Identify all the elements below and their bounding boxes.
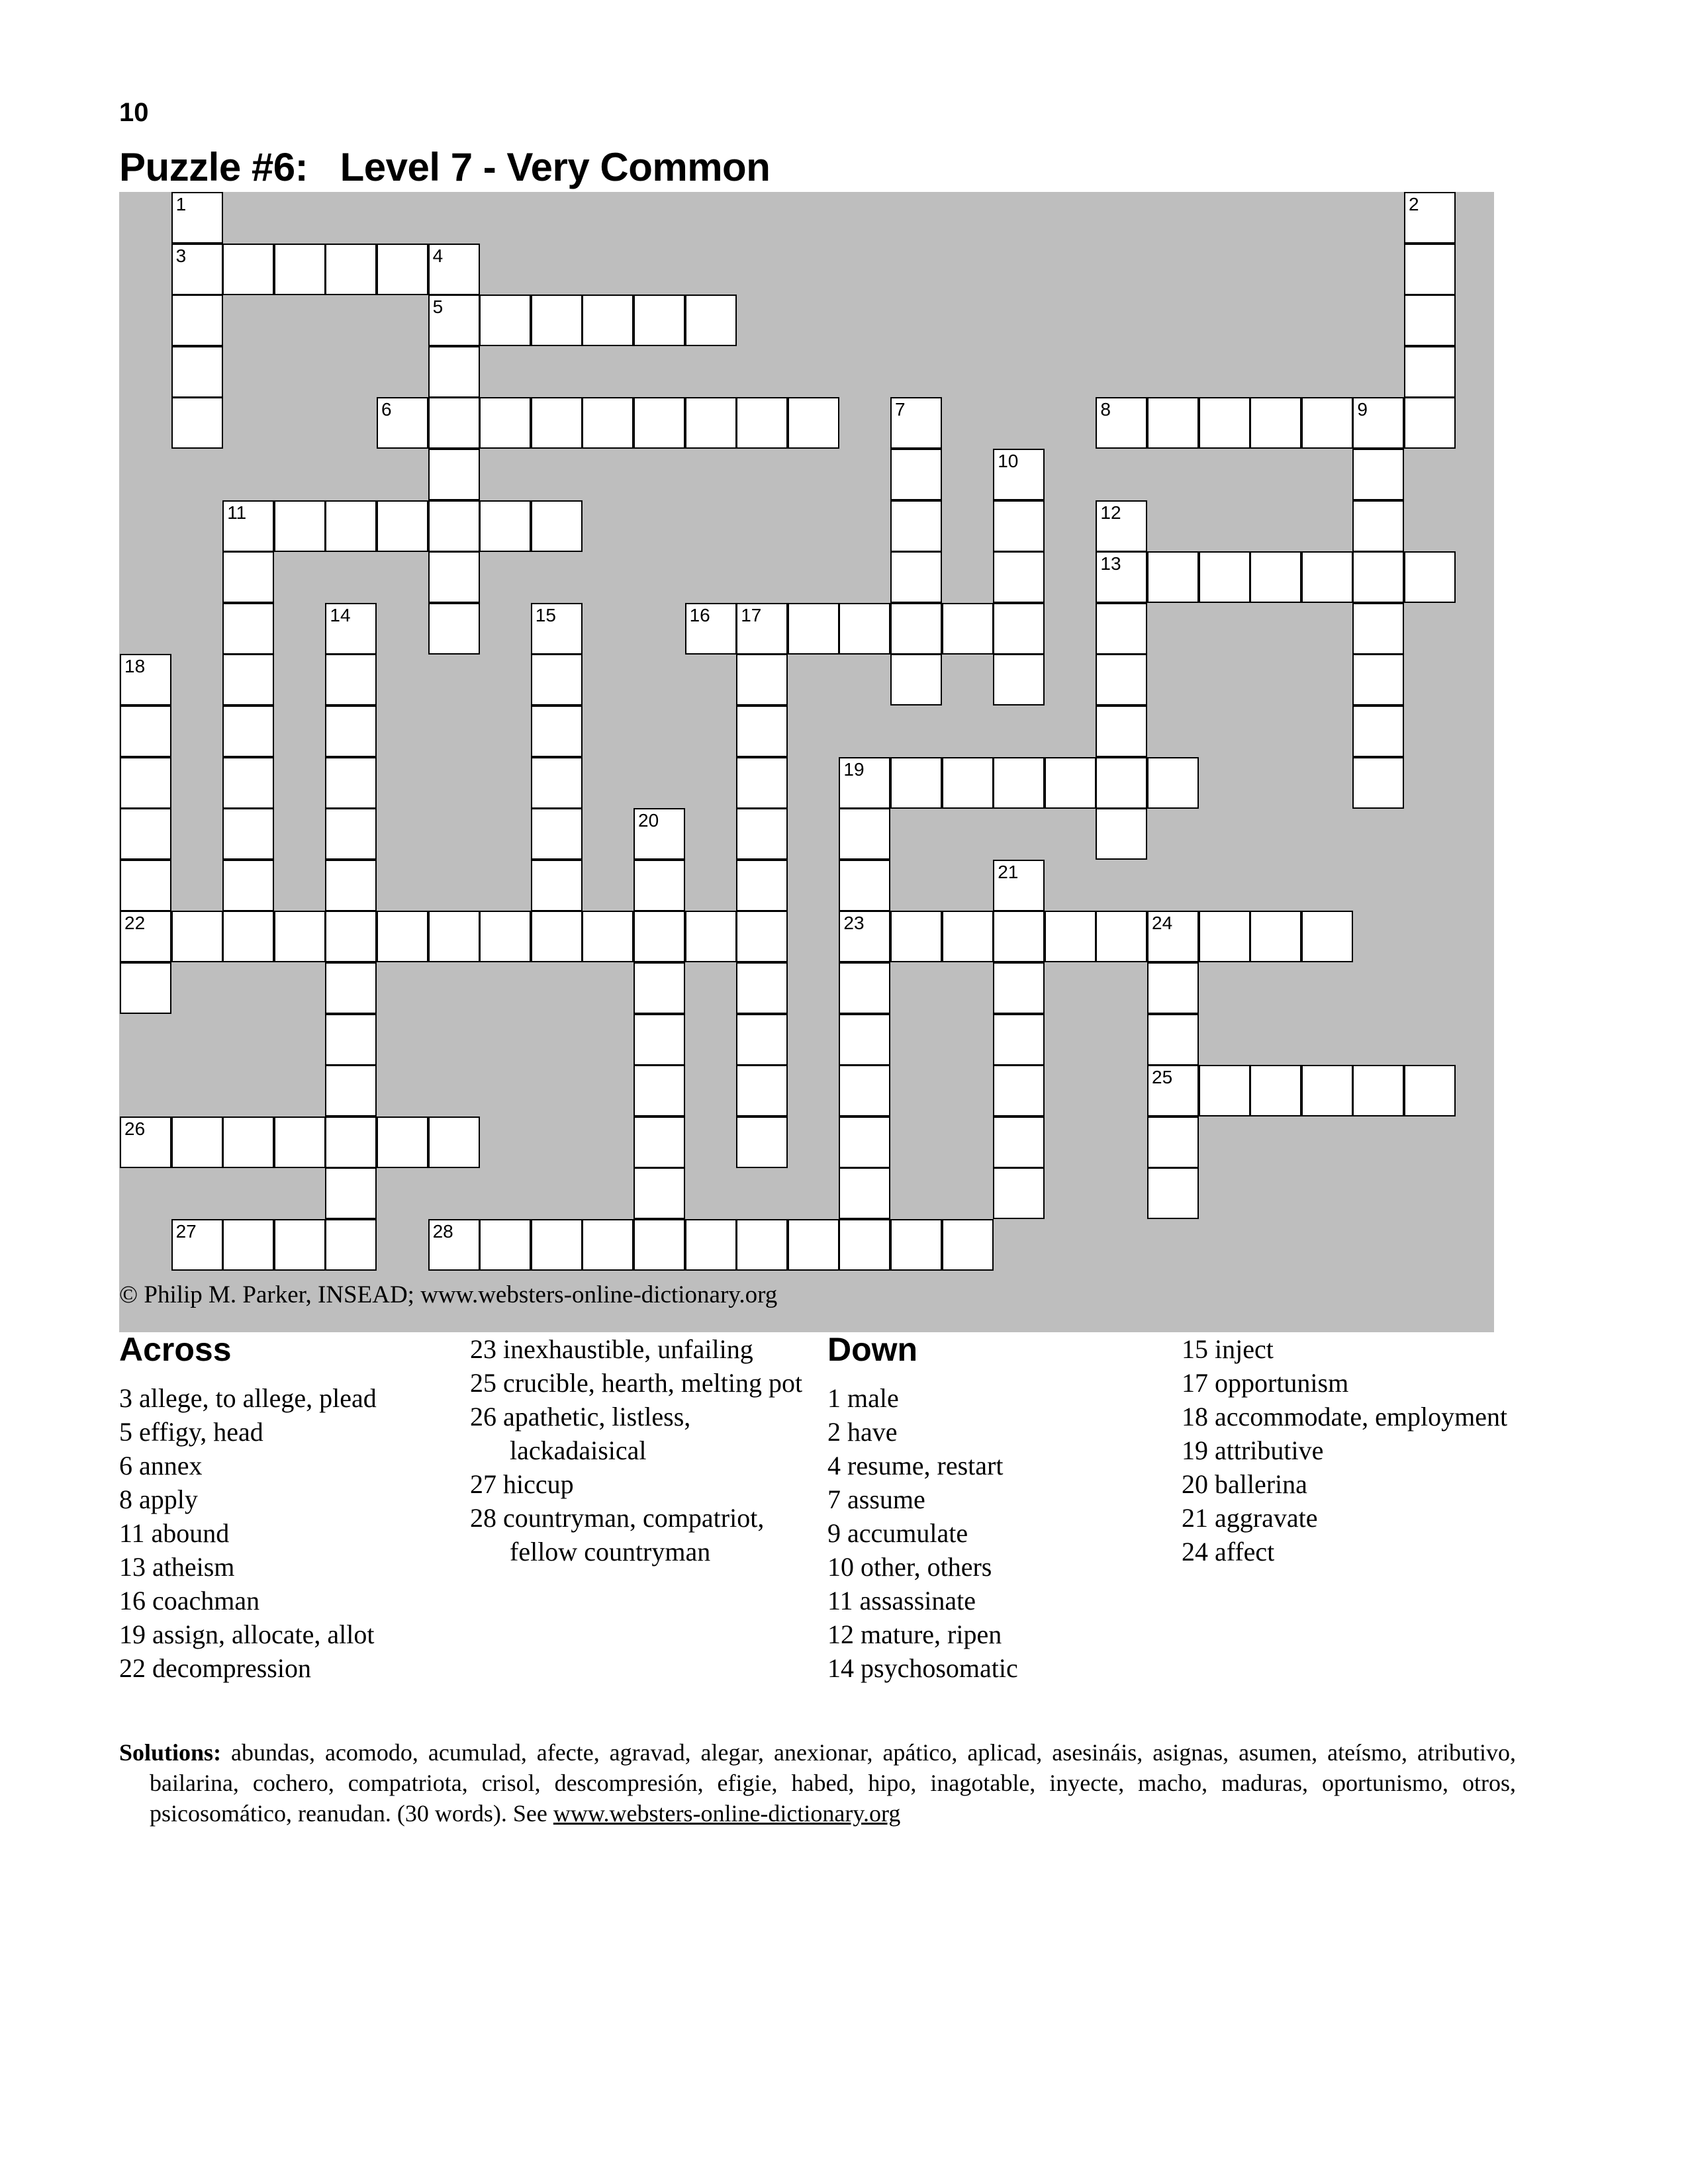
grid-cell-4[interactable] [428, 244, 480, 295]
grid-cell[interactable] [325, 500, 377, 552]
grid-cell[interactable] [325, 1219, 377, 1271]
grid-cell[interactable] [685, 397, 737, 449]
across-clue-6: 6 annex [119, 1451, 203, 1480]
grid-cell[interactable] [839, 962, 890, 1014]
clue-number: 20 [638, 810, 659, 831]
grid-cell[interactable] [531, 705, 583, 757]
down-clue-20: 20 ballerina [1182, 1469, 1307, 1499]
solutions-label: Solutions: [119, 1739, 222, 1766]
grid-cell[interactable] [582, 397, 633, 449]
grid-cell[interactable] [479, 295, 531, 346]
clue-number: 12 [1100, 502, 1121, 523]
grid-cell[interactable] [1301, 551, 1353, 603]
grid-cell-1[interactable] [171, 192, 223, 244]
grid-cell-25[interactable] [1147, 1065, 1199, 1116]
grid-cell[interactable] [839, 1167, 890, 1219]
grid-cell[interactable] [428, 346, 480, 398]
grid-cell[interactable] [582, 1219, 633, 1271]
grid-cell[interactable] [1147, 1167, 1199, 1219]
grid-cell[interactable] [531, 860, 583, 911]
grid-cell[interactable] [120, 808, 171, 860]
grid-cell[interactable] [171, 911, 223, 962]
grid-cell-8[interactable] [1096, 397, 1147, 449]
grid-cell[interactable] [1352, 757, 1404, 809]
grid-cell[interactable] [685, 911, 737, 962]
down-clue-18: 18 accommodate, employment [1182, 1402, 1508, 1432]
grid-cell[interactable] [736, 1065, 788, 1116]
clue-number: 25 [1152, 1067, 1173, 1088]
grid-cell[interactable] [1147, 551, 1199, 603]
clue-number: 8 [1100, 399, 1111, 420]
grid-cell[interactable] [325, 1116, 377, 1168]
grid-cell[interactable] [736, 1116, 788, 1168]
grid-cell[interactable] [222, 654, 274, 705]
grid-cell[interactable] [993, 1167, 1045, 1219]
across-clue-19: 19 assign, allocate, allot [119, 1619, 375, 1649]
clue-number: 4 [432, 245, 444, 266]
grid-cell[interactable] [531, 911, 583, 962]
down-clue-14: 14 psychosomatic [827, 1653, 1018, 1683]
grid-cell[interactable] [633, 1116, 685, 1168]
across-clues-column-1 [119, 1381, 463, 1685]
grid-cell[interactable] [531, 295, 583, 346]
down-clue-2: 2 have [827, 1417, 898, 1447]
grid-cell[interactable] [531, 808, 583, 860]
crossword-grid [119, 192, 1494, 1332]
grid-cell[interactable] [377, 1116, 428, 1168]
grid-cell[interactable] [582, 295, 633, 346]
grid-cell[interactable] [1404, 295, 1456, 346]
grid-cell[interactable] [120, 757, 171, 809]
grid-cell[interactable] [1301, 911, 1353, 962]
across-clue-28: 28 countryman, compatriot, fellow countryman [470, 1503, 765, 1567]
grid-cell[interactable] [633, 860, 685, 911]
grid-cell[interactable] [1352, 551, 1404, 603]
clue-number: 5 [432, 296, 444, 318]
clue-number: 13 [1100, 553, 1121, 574]
grid-cell[interactable] [1096, 911, 1147, 962]
down-clue-1: 1 male [827, 1383, 899, 1413]
down-clue-7: 7 assume [827, 1484, 925, 1514]
grid-cell[interactable] [685, 1219, 737, 1271]
grid-cell[interactable] [736, 911, 788, 962]
grid-cell[interactable] [479, 911, 531, 962]
grid-cell[interactable] [1352, 654, 1404, 705]
grid-cell-9[interactable] [1352, 397, 1404, 449]
grid-cell[interactable] [942, 757, 994, 809]
grid-cell-14[interactable] [325, 603, 377, 655]
grid-cell[interactable] [839, 1116, 890, 1168]
clue-number: 11 [227, 502, 247, 523]
grid-cell[interactable] [325, 654, 377, 705]
grid-cell-20[interactable] [633, 808, 685, 860]
grid-cell[interactable] [377, 500, 428, 552]
grid-cell[interactable] [428, 1116, 480, 1168]
grid-cell[interactable] [1199, 1065, 1250, 1116]
grid-cell[interactable] [325, 1014, 377, 1066]
grid-cell[interactable] [222, 551, 274, 603]
grid-cell[interactable] [890, 449, 942, 500]
grid-cell[interactable] [1147, 1116, 1199, 1168]
grid-cell[interactable] [633, 397, 685, 449]
grid-cell[interactable] [839, 1014, 890, 1066]
grid-cell-2[interactable] [1404, 192, 1456, 244]
grid-cell[interactable] [1147, 1014, 1199, 1066]
grid-cell[interactable] [1045, 911, 1096, 962]
grid-cell-5[interactable] [428, 295, 480, 346]
clue-number: 3 [175, 245, 187, 266]
grid-cell-15[interactable] [531, 603, 583, 655]
grid-cell-6[interactable] [377, 397, 428, 449]
grid-cell[interactable] [222, 757, 274, 809]
grid-cell[interactable] [325, 962, 377, 1014]
grid-cell[interactable] [377, 911, 428, 962]
grid-cell-21[interactable] [993, 860, 1045, 911]
grid-cell[interactable] [171, 1116, 223, 1168]
grid-cell[interactable] [685, 295, 737, 346]
grid-cell[interactable] [839, 860, 890, 911]
grid-cell[interactable] [428, 397, 480, 449]
grid-cell[interactable] [222, 705, 274, 757]
down-clue-24: 24 affect [1182, 1537, 1275, 1567]
grid-cell[interactable] [325, 1065, 377, 1116]
grid-cell[interactable] [1096, 705, 1147, 757]
grid-cell[interactable] [736, 654, 788, 705]
grid-cell[interactable] [993, 911, 1045, 962]
grid-cell[interactable] [633, 295, 685, 346]
down-clue-10: 10 other, others [827, 1552, 992, 1582]
grid-cell[interactable] [993, 654, 1045, 705]
grid-cell[interactable] [1199, 551, 1250, 603]
grid-cell[interactable] [120, 962, 171, 1014]
grid-cell[interactable] [531, 757, 583, 809]
grid-cell[interactable] [890, 500, 942, 552]
clue-number: 27 [175, 1221, 197, 1242]
grid-cell-22[interactable] [120, 911, 171, 962]
clue-number: 26 [124, 1118, 146, 1139]
grid-cell[interactable] [736, 397, 788, 449]
clue-number: 17 [741, 604, 762, 625]
grid-cell-18[interactable] [120, 654, 171, 705]
grid-cell[interactable] [890, 551, 942, 603]
down-clue-17: 17 opportunism [1182, 1368, 1349, 1398]
clue-number: 23 [843, 913, 865, 934]
puzzle-title: Puzzle #6: Level 7 - Very Common [119, 145, 771, 189]
solutions-link[interactable]: www.websters-online-dictionary.org [553, 1800, 901, 1827]
grid-cell[interactable] [1096, 808, 1147, 860]
grid-cell[interactable] [377, 244, 428, 295]
grid-cell[interactable] [993, 1065, 1045, 1116]
grid-cell[interactable] [479, 500, 531, 552]
grid-cell[interactable] [1250, 1065, 1301, 1116]
across-heading: Across [119, 1331, 232, 1368]
grid-cell[interactable] [582, 911, 633, 962]
grid-cell[interactable] [788, 1219, 839, 1271]
down-clue-12: 12 mature, ripen [827, 1619, 1002, 1649]
clue-number: 7 [895, 399, 906, 420]
grid-cell[interactable] [633, 1167, 685, 1219]
grid-cell[interactable] [839, 1065, 890, 1116]
grid-cell[interactable] [1147, 397, 1199, 449]
grid-cell[interactable] [325, 705, 377, 757]
copyright-notice: © Philip M. Parker, INSEAD; www.websters-online-dictionary.org [119, 1281, 778, 1308]
grid-cell[interactable] [428, 911, 480, 962]
grid-cell[interactable] [531, 397, 583, 449]
grid-cell[interactable] [993, 1116, 1045, 1168]
grid-cell-24[interactable] [1147, 911, 1199, 962]
across-clue-3: 3 allege, to allege, plead [119, 1383, 377, 1413]
grid-cell[interactable] [736, 1014, 788, 1066]
grid-cell-11[interactable] [222, 500, 274, 552]
clue-number: 19 [843, 758, 865, 780]
grid-cell-12[interactable] [1096, 500, 1147, 552]
grid-cell[interactable] [736, 808, 788, 860]
across-clues-column-2 [470, 1332, 814, 1569]
grid-cell[interactable] [1199, 397, 1250, 449]
grid-cell[interactable] [1301, 397, 1353, 449]
grid-cell[interactable] [890, 603, 942, 655]
grid-cell[interactable] [993, 1014, 1045, 1066]
grid-cell[interactable] [274, 911, 326, 962]
grid-cell[interactable] [531, 500, 583, 552]
down-clue-15: 15 inject [1182, 1334, 1274, 1364]
grid-cell[interactable] [222, 808, 274, 860]
across-clue-27: 27 hiccup [470, 1469, 574, 1499]
grid-cell[interactable] [736, 757, 788, 809]
grid-cell[interactable] [942, 911, 994, 962]
clue-number: 14 [330, 604, 351, 625]
grid-cell[interactable] [1404, 346, 1456, 398]
grid-cell[interactable] [788, 397, 839, 449]
clue-number: 10 [998, 451, 1019, 471]
grid-cell[interactable] [222, 603, 274, 655]
grid-cell-19[interactable] [839, 757, 890, 809]
across-clue-5: 5 effigy, head [119, 1417, 263, 1447]
grid-cell[interactable] [1404, 244, 1456, 295]
grid-cell[interactable] [633, 962, 685, 1014]
across-clue-11: 11 abound [119, 1518, 230, 1548]
grid-cell[interactable] [171, 295, 223, 346]
across-clue-22: 22 decompression [119, 1653, 311, 1683]
grid-cell-26[interactable] [120, 1116, 171, 1168]
grid-cell[interactable] [171, 346, 223, 398]
across-clue-26: 26 apathetic, listless, lackadaisical [470, 1402, 691, 1465]
grid-cell[interactable] [633, 911, 685, 962]
page-number: 10 [119, 98, 149, 127]
clue-number: 18 [124, 656, 146, 677]
across-clue-25: 25 crucible, hearth, melting pot [470, 1368, 803, 1398]
down-clue-9: 9 accumulate [827, 1518, 968, 1548]
across-clue-13: 13 atheism [119, 1552, 235, 1582]
grid-cell[interactable] [274, 500, 326, 552]
grid-cell[interactable] [890, 654, 942, 705]
grid-cell[interactable] [222, 1116, 274, 1168]
solutions-paragraph [119, 1737, 1516, 1829]
down-clue-4: 4 resume, restart [827, 1451, 1004, 1480]
grid-cell-3[interactable] [171, 244, 223, 295]
clue-number: 24 [1152, 913, 1173, 934]
grid-cell[interactable] [1096, 757, 1147, 809]
grid-cell[interactable] [531, 1219, 583, 1271]
grid-cell[interactable] [1250, 911, 1301, 962]
grid-cell-7[interactable] [890, 397, 942, 449]
grid-cell[interactable] [839, 603, 890, 655]
grid-cell-16[interactable] [685, 603, 737, 655]
grid-cell[interactable] [428, 551, 480, 603]
grid-cell[interactable] [1404, 397, 1456, 449]
grid-cell-27[interactable] [171, 1219, 223, 1271]
grid-cell-17[interactable] [736, 603, 788, 655]
grid-cell[interactable] [1096, 603, 1147, 655]
clue-number: 15 [535, 604, 556, 625]
down-heading: Down [827, 1331, 918, 1368]
grid-cell[interactable] [1352, 705, 1404, 757]
down-clues-column-1 [827, 1381, 1172, 1685]
grid-cell-23[interactable] [839, 911, 890, 962]
grid-cell[interactable] [890, 757, 942, 809]
grid-cell[interactable] [736, 962, 788, 1014]
grid-cell[interactable] [222, 860, 274, 911]
grid-cell[interactable] [890, 911, 942, 962]
down-clue-19: 19 attributive [1182, 1435, 1324, 1465]
across-clue-8: 8 apply [119, 1484, 198, 1514]
grid-cell[interactable] [993, 757, 1045, 809]
grid-cell[interactable] [993, 551, 1045, 603]
grid-cell[interactable] [1352, 603, 1404, 655]
grid-cell[interactable] [839, 808, 890, 860]
grid-cell[interactable] [325, 757, 377, 809]
grid-cell[interactable] [633, 1219, 685, 1271]
clue-number: 9 [1357, 399, 1368, 420]
grid-cell[interactable] [1301, 1065, 1353, 1116]
grid-cell[interactable] [428, 603, 480, 655]
grid-cell[interactable] [428, 449, 480, 500]
grid-cell[interactable] [1199, 911, 1250, 962]
grid-cell[interactable] [325, 911, 377, 962]
grid-cell[interactable] [942, 603, 994, 655]
grid-cell[interactable] [788, 603, 839, 655]
grid-cell[interactable] [428, 500, 480, 552]
grid-cell[interactable] [736, 1219, 788, 1271]
grid-cell[interactable] [839, 1219, 890, 1271]
down-clue-21: 21 aggravate [1182, 1503, 1318, 1533]
grid-cell[interactable] [171, 397, 223, 449]
grid-cell[interactable] [222, 1219, 274, 1271]
grid-cell-10[interactable] [993, 449, 1045, 500]
grid-cell[interactable] [993, 500, 1045, 552]
grid-cell[interactable] [1147, 757, 1199, 809]
grid-cell[interactable] [479, 1219, 531, 1271]
grid-cell[interactable] [479, 397, 531, 449]
clue-number: 22 [124, 913, 146, 934]
grid-cell[interactable] [274, 244, 326, 295]
grid-cell[interactable] [274, 1219, 326, 1271]
grid-cell[interactable] [120, 860, 171, 911]
clue-number: 1 [175, 194, 187, 214]
clue-number: 28 [432, 1221, 453, 1242]
grid-cell[interactable] [890, 1219, 942, 1271]
grid-cell[interactable] [325, 244, 377, 295]
clue-number: 16 [689, 604, 710, 625]
grid-cell[interactable] [1404, 551, 1456, 603]
down-clues-column-2 [1182, 1332, 1526, 1569]
down-clue-11: 11 assassinate [827, 1586, 976, 1615]
grid-cell[interactable] [993, 962, 1045, 1014]
grid-cell[interactable] [942, 1219, 994, 1271]
grid-cell[interactable] [1147, 962, 1199, 1014]
grid-cell[interactable] [1352, 1065, 1404, 1116]
grid-cell[interactable] [633, 1014, 685, 1066]
grid-cell[interactable] [274, 1116, 326, 1168]
grid-cell[interactable] [993, 603, 1045, 655]
grid-cell[interactable] [325, 1167, 377, 1219]
across-clue-16: 16 coachman [119, 1586, 260, 1615]
clue-number: 21 [998, 861, 1019, 882]
grid-cell[interactable] [633, 1065, 685, 1116]
grid-cell[interactable] [120, 705, 171, 757]
clue-number: 6 [381, 399, 392, 420]
grid-cell[interactable] [1045, 757, 1096, 809]
grid-cell[interactable] [531, 654, 583, 705]
grid-cell-28[interactable] [428, 1219, 480, 1271]
grid-cell[interactable] [222, 244, 274, 295]
grid-cell[interactable] [1352, 449, 1404, 500]
grid-cell[interactable] [325, 860, 377, 911]
clue-number: 2 [1409, 194, 1419, 214]
across-clue-23: 23 inexhaustible, unfailing [470, 1334, 753, 1364]
grid-cell[interactable] [1404, 1065, 1456, 1116]
grid-cell[interactable] [736, 705, 788, 757]
grid-cell[interactable] [325, 808, 377, 860]
grid-cell[interactable] [1250, 551, 1301, 603]
grid-cell[interactable] [1250, 397, 1301, 449]
grid-cell[interactable] [222, 911, 274, 962]
grid-cell[interactable] [1352, 500, 1404, 552]
grid-cell[interactable] [736, 860, 788, 911]
grid-cell[interactable] [1096, 654, 1147, 705]
grid-cell-13[interactable] [1096, 551, 1147, 603]
solutions-words: abundas, acomodo, acumulad, afecte, agravad, alegar, anexionar, apático, aplicad, asesináis, asignas, asumen, ateísmo, atributivo, bailarina, cochero, compatriota, crisol, descompresión, efigie, habed, hipo, inagotable, inyecte, macho, maduras, oportunismo, otros, psicosomático, reanudan. (30 words). See [150, 1739, 1516, 1827]
